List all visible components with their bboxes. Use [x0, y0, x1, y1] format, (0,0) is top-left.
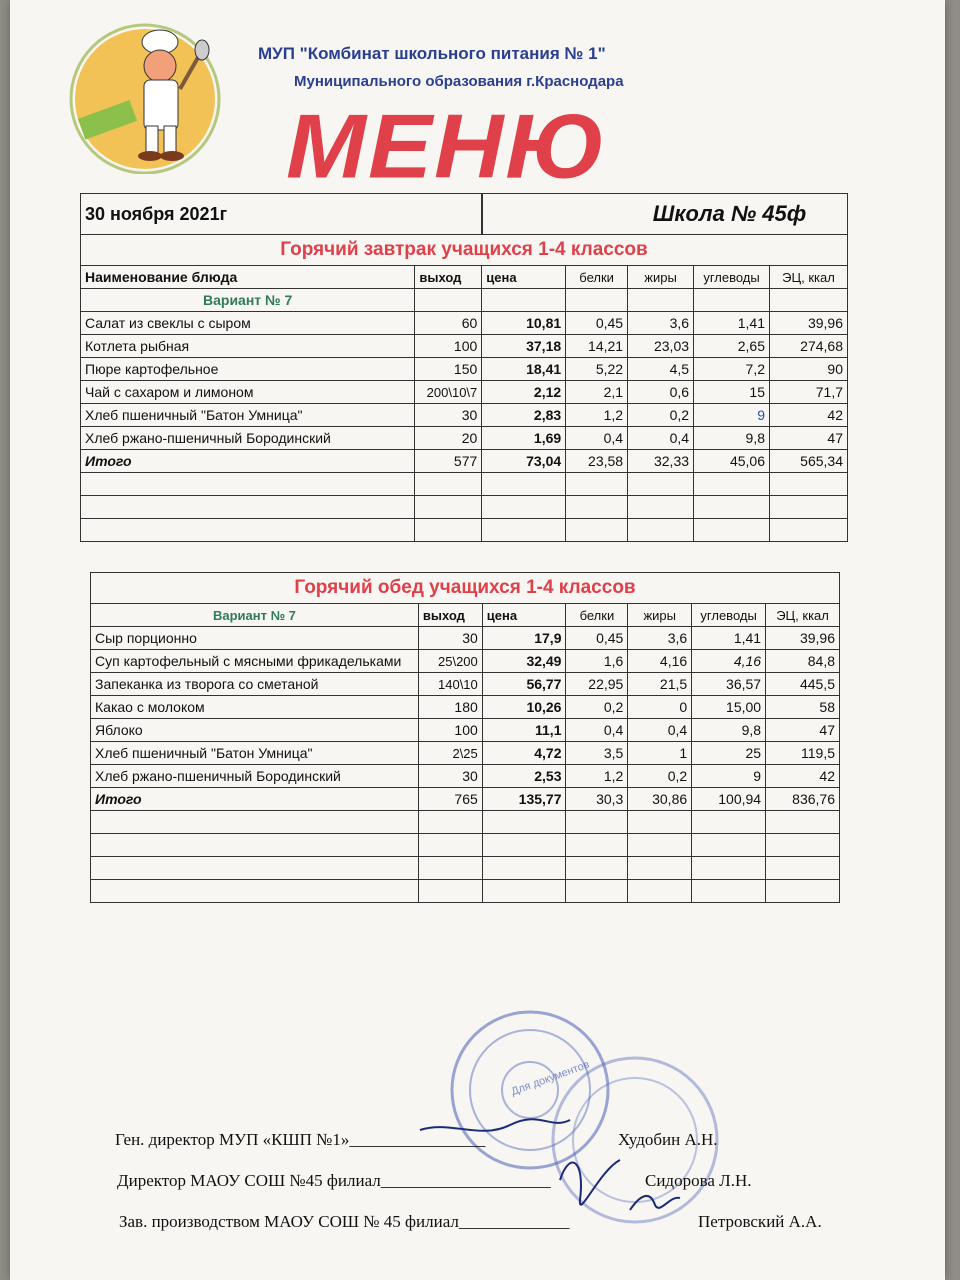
- table-row: [91, 742, 840, 765]
- dish-protein: 0,4: [566, 427, 628, 450]
- signature-line-3: Зав. производством МАОУ СОШ № 45 филиал_____________: [119, 1212, 570, 1231]
- col-energy: ЭЦ, ккал: [766, 604, 840, 627]
- dish-price: 56,77: [482, 673, 566, 696]
- empty-row: [91, 834, 840, 857]
- dish-protein: 1,6: [566, 650, 628, 673]
- signature-role: Ген. директор МУП «КШП №1»: [115, 1130, 350, 1149]
- dish-carbs: 9,8: [694, 427, 770, 450]
- dish-output: 60: [415, 312, 482, 335]
- dish-protein: 22,95: [566, 673, 628, 696]
- dish-carbs: 2,65: [694, 335, 770, 358]
- breakfast-total-row: [81, 450, 848, 473]
- dish-fat: 4,16: [628, 650, 692, 673]
- dish-protein: 5,22: [566, 358, 628, 381]
- col-output: выход: [415, 266, 482, 289]
- dish-price: 11,1: [482, 719, 566, 742]
- dish-name: Суп картофельный с мясными фрикадельками: [91, 650, 419, 673]
- dish-protein: 0,4: [566, 719, 628, 742]
- total-label: Итого: [91, 788, 419, 811]
- lunch-total-row: [91, 788, 840, 811]
- dish-energy: 39,96: [766, 627, 840, 650]
- dish-name: Хлеб ржано-пшеничный Бородинский: [81, 427, 415, 450]
- dish-price: 2,12: [482, 381, 566, 404]
- col-protein: белки: [566, 266, 628, 289]
- dish-carbs: 9: [692, 765, 766, 788]
- document-page: [10, 0, 945, 1280]
- col-energy: ЭЦ, ккал: [770, 266, 848, 289]
- lunch-variant: Вариант № 7: [91, 604, 419, 627]
- dish-name: Хлеб ржано-пшеничный Бородинский: [91, 765, 419, 788]
- dish-price: 4,72: [482, 742, 566, 765]
- dish-energy: 47: [770, 427, 848, 450]
- table-row: [91, 765, 840, 788]
- dish-energy: 42: [770, 404, 848, 427]
- dish-carbs: 36,57: [692, 673, 766, 696]
- col-protein: белки: [566, 604, 628, 627]
- lunch-rows: [91, 627, 840, 788]
- col-fat: жиры: [628, 604, 692, 627]
- dish-fat: 21,5: [628, 673, 692, 696]
- dish-output: 140\10: [418, 673, 482, 696]
- dish-carbs: 4,16: [692, 650, 766, 673]
- dish-name: Котлета рыбная: [81, 335, 415, 358]
- dish-protein: 0,2: [566, 696, 628, 719]
- dish-fat: 3,6: [628, 312, 694, 335]
- dish-protein: 0,45: [566, 627, 628, 650]
- stamp-text: Для документов: [509, 1058, 592, 1099]
- dish-energy: 58: [766, 696, 840, 719]
- total-carbs: 45,06: [694, 450, 770, 473]
- dish-protein: 2,1: [566, 381, 628, 404]
- lunch-header-row: [91, 604, 840, 627]
- dish-name: Сыр порционно: [91, 627, 419, 650]
- col-carbs: углеводы: [692, 604, 766, 627]
- dish-protein: 0,45: [566, 312, 628, 335]
- dish-carbs: 7,2: [694, 358, 770, 381]
- breakfast-variant: Вариант № 7: [81, 289, 415, 312]
- breakfast-rows: [81, 312, 848, 450]
- dish-price: 37,18: [482, 335, 566, 358]
- dish-name: Пюре картофельное: [81, 358, 415, 381]
- document-date: 30 ноября 2021г: [81, 194, 482, 235]
- total-protein: 30,3: [566, 788, 628, 811]
- total-protein: 23,58: [566, 450, 628, 473]
- dish-price: 10,26: [482, 696, 566, 719]
- dish-output: 180: [418, 696, 482, 719]
- dish-energy: 71,7: [770, 381, 848, 404]
- dish-name: Запеканка из творога со сметаной: [91, 673, 419, 696]
- total-fat: 32,33: [628, 450, 694, 473]
- dish-name: Чай с сахаром и лимоном: [81, 381, 415, 404]
- signature-role: Зав. производством МАОУ СОШ № 45 филиал: [119, 1212, 459, 1231]
- dish-price: 18,41: [482, 358, 566, 381]
- empty-row: [81, 496, 848, 519]
- dish-fat: 0,4: [628, 719, 692, 742]
- dish-price: 10,81: [482, 312, 566, 335]
- dish-output: 30: [415, 404, 482, 427]
- total-label: Итого: [81, 450, 415, 473]
- table-row: [91, 673, 840, 696]
- table-row: [91, 627, 840, 650]
- dish-output: 150: [415, 358, 482, 381]
- dish-fat: 0,2: [628, 404, 694, 427]
- dish-fat: 0,4: [628, 427, 694, 450]
- dish-name: Салат из свеклы с сыром: [81, 312, 415, 335]
- dish-output: 100: [418, 719, 482, 742]
- dish-output: 20: [415, 427, 482, 450]
- signature-line-1: Ген. директор МУП «КШП №1»________________: [115, 1130, 486, 1149]
- lunch-section-title: Горячий обед учащихся 1-4 классов: [91, 573, 840, 604]
- total-carbs: 100,94: [692, 788, 766, 811]
- dish-output: 25\200: [418, 650, 482, 673]
- table-row: [91, 719, 840, 742]
- dish-name: Яблоко: [91, 719, 419, 742]
- signature-role: Директор МАОУ СОШ №45 филиал: [117, 1171, 381, 1190]
- total-fat: 30,86: [628, 788, 692, 811]
- dish-energy: 39,96: [770, 312, 848, 335]
- dish-output: 100: [415, 335, 482, 358]
- dish-carbs: 1,41: [694, 312, 770, 335]
- total-output: 765: [418, 788, 482, 811]
- lunch-table: [90, 572, 840, 903]
- total-price: 73,04: [482, 450, 566, 473]
- col-carbs: углеводы: [694, 266, 770, 289]
- col-fat: жиры: [628, 266, 694, 289]
- dish-fat: 0,2: [628, 765, 692, 788]
- total-energy: 836,76: [766, 788, 840, 811]
- dish-price: 32,49: [482, 650, 566, 673]
- total-energy: 565,34: [770, 450, 848, 473]
- dish-protein: 1,2: [566, 404, 628, 427]
- table-row: [91, 650, 840, 673]
- signature-name: Петровский А.А.: [698, 1212, 822, 1231]
- dish-price: 2,53: [482, 765, 566, 788]
- date-school-row: [81, 194, 848, 235]
- table-row: [91, 696, 840, 719]
- dish-carbs: 15: [694, 381, 770, 404]
- dish-output: 30: [418, 627, 482, 650]
- dish-output: 30: [418, 765, 482, 788]
- dish-carbs: 1,41: [692, 627, 766, 650]
- dish-fat: 1: [628, 742, 692, 765]
- dish-fat: 4,5: [628, 358, 694, 381]
- empty-row: [91, 880, 840, 903]
- dish-energy: 274,68: [770, 335, 848, 358]
- total-price: 135,77: [482, 788, 566, 811]
- table-row: [81, 381, 848, 404]
- dish-protein: 3,5: [566, 742, 628, 765]
- table-row: [81, 312, 848, 335]
- dish-energy: 42: [766, 765, 840, 788]
- dish-energy: 84,8: [766, 650, 840, 673]
- organization-name: МУП "Комбинат школьного питания № 1": [258, 44, 606, 63]
- dish-carbs: 15,00: [692, 696, 766, 719]
- dish-carbs: 9,8: [692, 719, 766, 742]
- breakfast-section-title: Горячий завтрак учащихся 1-4 классов: [81, 235, 848, 266]
- dish-output: 200\10\7: [415, 381, 482, 404]
- dish-output: 2\25: [418, 742, 482, 765]
- empty-row: [81, 473, 848, 496]
- signature-name: Худобин А.Н.: [618, 1130, 718, 1149]
- dish-energy: 47: [766, 719, 840, 742]
- dish-fat: 0: [628, 696, 692, 719]
- dish-price: 2,83: [482, 404, 566, 427]
- col-price: цена: [482, 604, 566, 627]
- col-name: Наименование блюда: [81, 266, 415, 289]
- dish-protein: 14,21: [566, 335, 628, 358]
- dish-energy: 119,5: [766, 742, 840, 765]
- signature-line-2: Директор МАОУ СОШ №45 филиал____________________: [117, 1171, 551, 1190]
- dish-price: 17,9: [482, 627, 566, 650]
- dish-fat: 0,6: [628, 381, 694, 404]
- breakfast-header-row: [81, 266, 848, 289]
- dish-energy: 90: [770, 358, 848, 381]
- municipality-name: Муниципального образования г.Краснодара: [294, 73, 624, 90]
- chef-logo-icon: [60, 14, 230, 174]
- breakfast-variant-row: [81, 289, 848, 312]
- table-row: [81, 358, 848, 381]
- empty-row: [91, 811, 840, 834]
- dish-fat: 3,6: [628, 627, 692, 650]
- table-row: [81, 427, 848, 450]
- empty-row: [81, 519, 848, 542]
- dish-name: Хлеб пшеничный "Батон Умница": [81, 404, 415, 427]
- dish-name: Хлеб пшеничный "Батон Умница": [91, 742, 419, 765]
- dish-name: Какао с молоком: [91, 696, 419, 719]
- dish-energy: 445,5: [766, 673, 840, 696]
- dish-fat: 23,03: [628, 335, 694, 358]
- table-row: [81, 404, 848, 427]
- school-name: Школа № 45ф: [482, 194, 848, 235]
- handwritten-signature-icon: [410, 1100, 710, 1240]
- dish-carbs: 25: [692, 742, 766, 765]
- total-output: 577: [415, 450, 482, 473]
- col-price: цена: [482, 266, 566, 289]
- empty-row: [91, 857, 840, 880]
- dish-price: 1,69: [482, 427, 566, 450]
- col-output: выход: [418, 604, 482, 627]
- breakfast-table: [80, 193, 848, 542]
- dish-protein: 1,2: [566, 765, 628, 788]
- dish-carbs: 9: [694, 404, 770, 427]
- signature-name: Сидорова Л.Н.: [645, 1171, 752, 1190]
- table-row: [81, 335, 848, 358]
- menu-title: МЕНЮ: [286, 95, 608, 198]
